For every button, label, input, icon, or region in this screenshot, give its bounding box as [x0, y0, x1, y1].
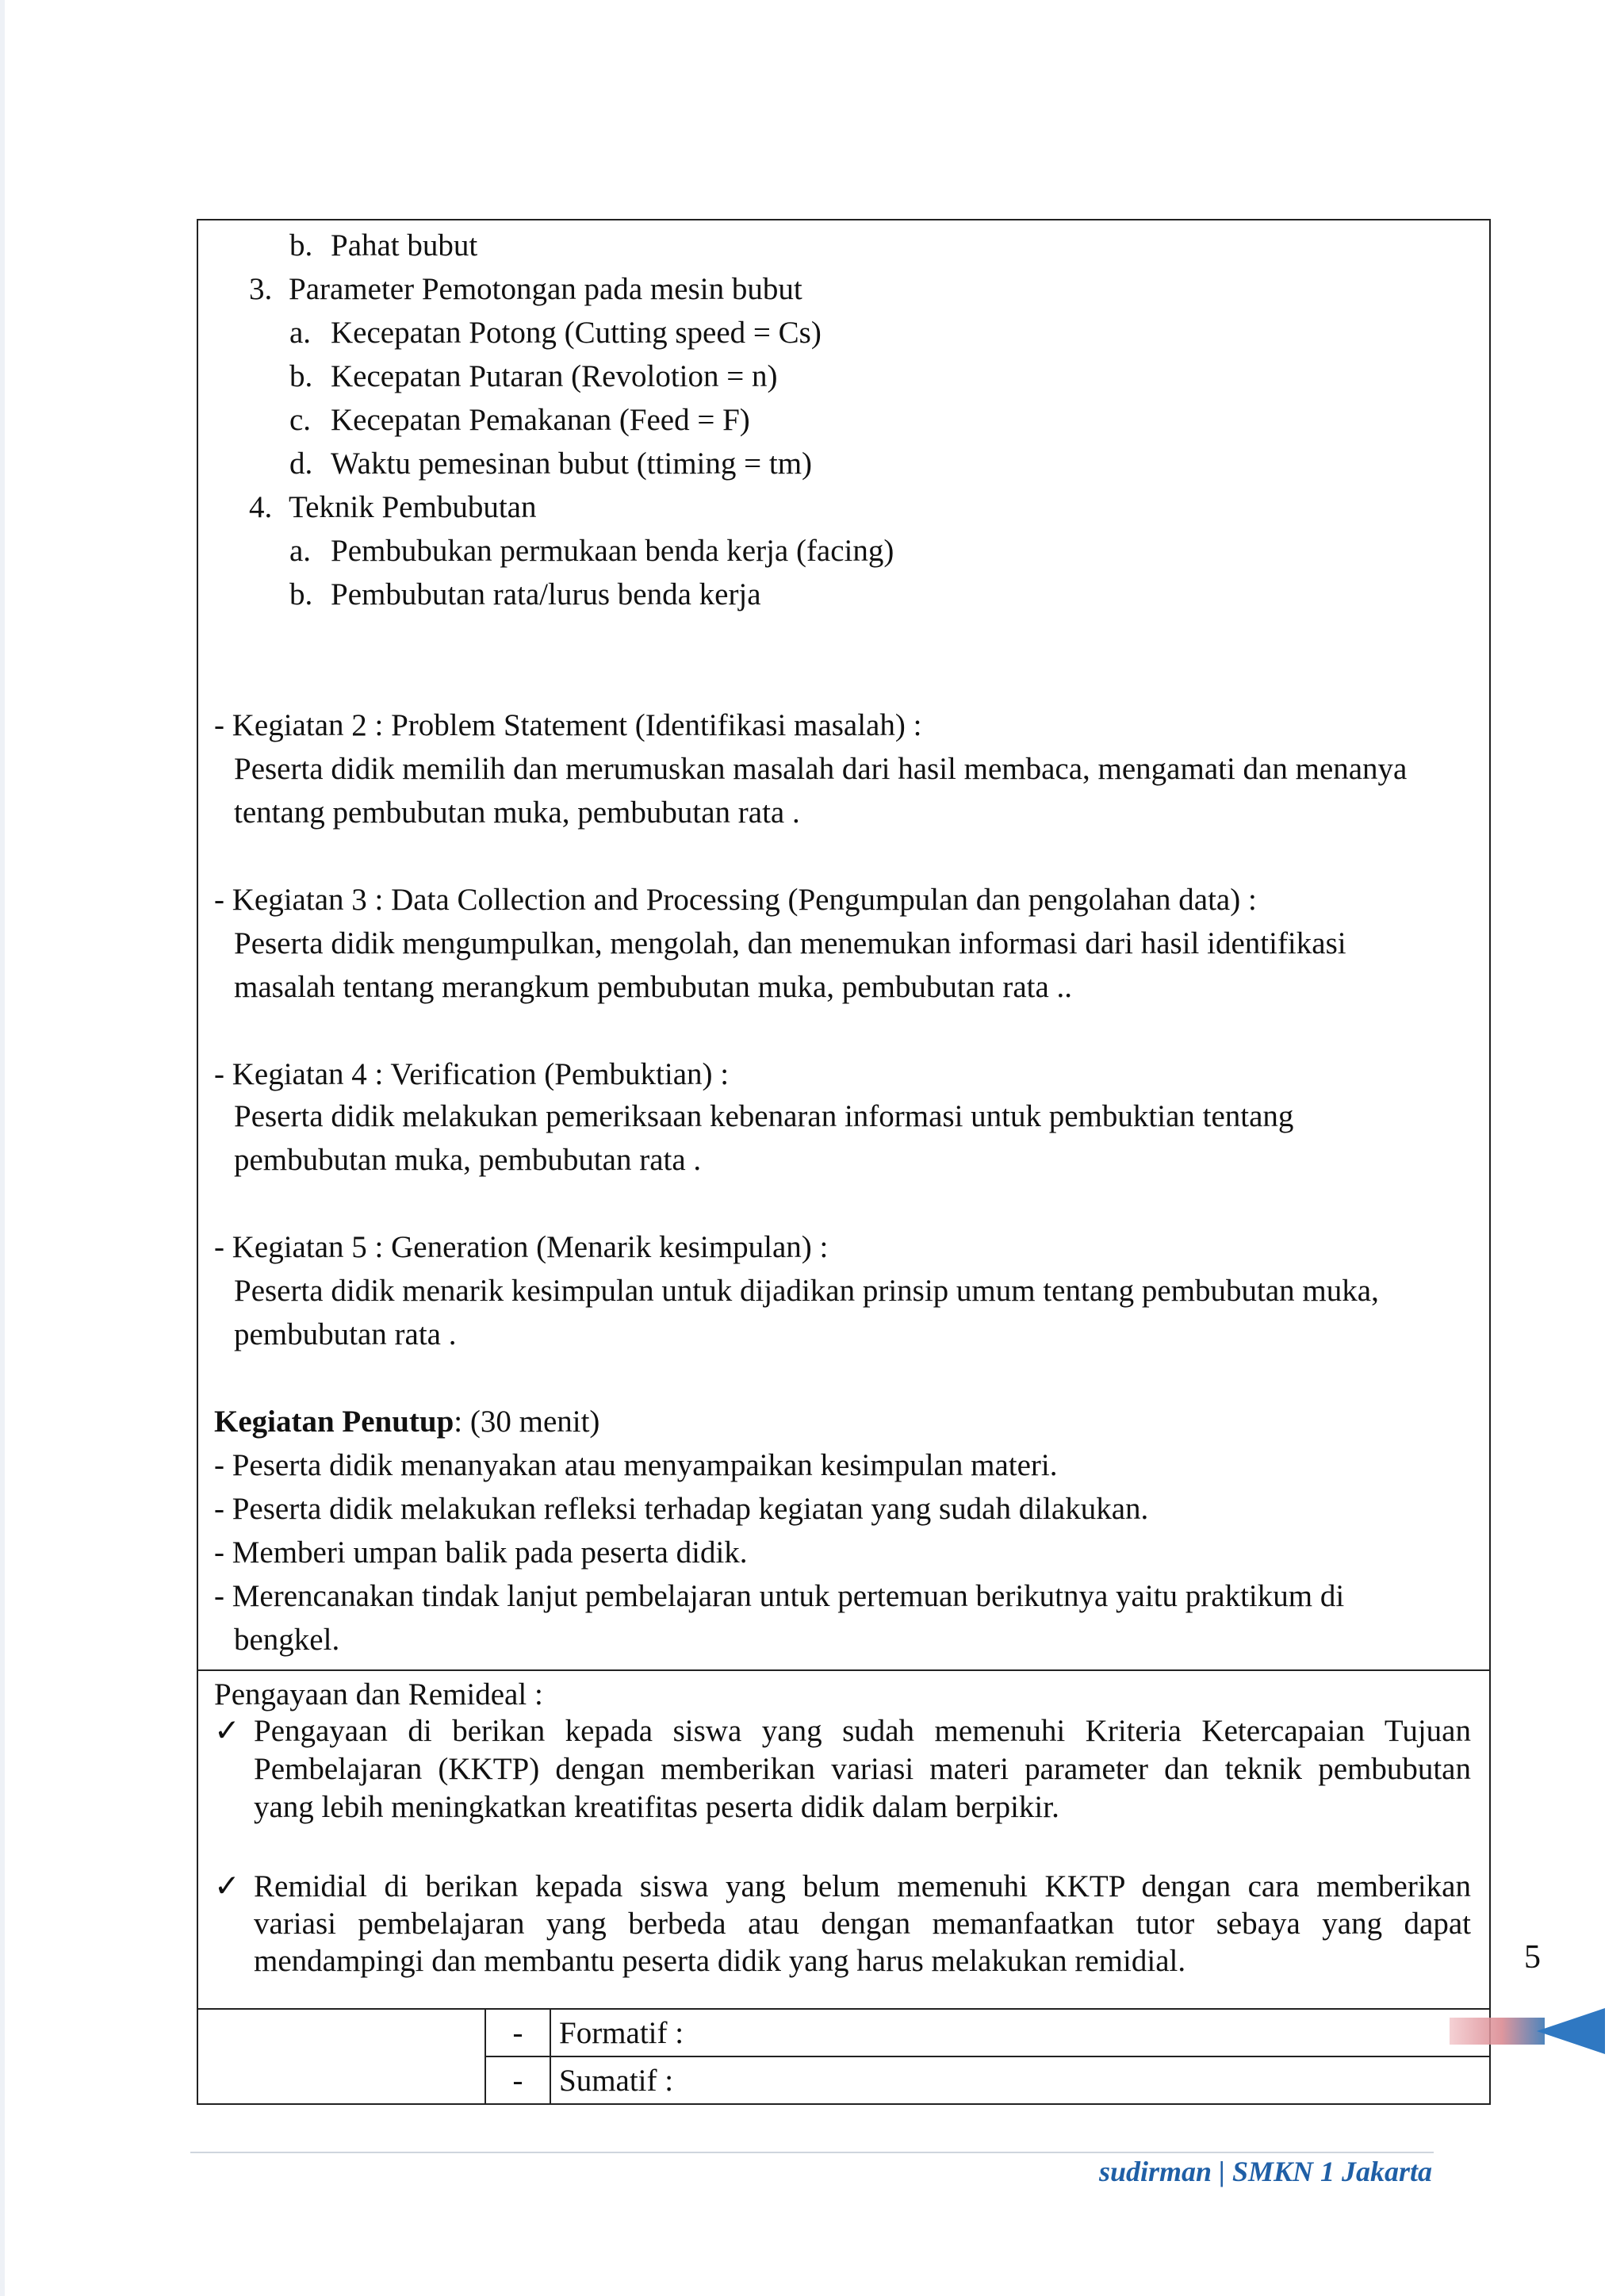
- activity-text: Peserta didik melakukan pemeriksaan kebenaran informasi untuk pembuktian tentang: [234, 1099, 1294, 1133]
- activity-text: Peserta didik memilih dan merumuskan masalah dari hasil membaca, mengamati dan menanya: [234, 752, 1408, 786]
- remedial-cell: [198, 1669, 1489, 2008]
- outline-sub-item: [214, 529, 1473, 573]
- remedial-line: variasi pembelajaran yang berbeda atau dengan memanfaatkan tutor sebaya yang dapat: [254, 1907, 1471, 1941]
- activity-text: Peserta didik menarik kesimpulan untuk dijadikan prinsip umum tentang pembubutan muka,: [234, 1274, 1379, 1308]
- spacer: [214, 1826, 1473, 1868]
- activities-cell-frame: [197, 219, 1491, 2008]
- activity-text: pembubutan rata .: [234, 1317, 457, 1351]
- checkmark-icon: ✓: [214, 1869, 240, 1903]
- activity-heading: - Kegiatan 2 : Problem Statement (Identifikasi masalah) :: [214, 708, 922, 742]
- list-marker: a.: [289, 316, 312, 350]
- outline-item: [214, 485, 1473, 529]
- closing-item: - Peserta didik menanyakan atau menyampaikan kesimpulan materi.: [214, 1448, 1058, 1482]
- outline-sub-text: Kecepatan Potong (Cutting speed = Cs): [331, 316, 822, 350]
- closing-item-continuation: bengkel.: [234, 1623, 340, 1657]
- activity-text: pembubutan muka, pembubutan rata .: [234, 1143, 702, 1177]
- table-row: [197, 2009, 1490, 2056]
- outline-item: [214, 267, 1473, 311]
- footer-text: sudirman | SMKN 1 Jakarta: [1098, 2156, 1432, 2187]
- remedial-line: yang lebih meningkatkan kreatifitas peserta didik dalam berpikir.: [254, 1790, 1059, 1824]
- list-marker: b.: [289, 228, 313, 263]
- outline-sub-item: [214, 398, 1473, 442]
- activity-text: tentang pembubutan muka, pembubutan rata .: [234, 795, 800, 830]
- outline-sub-item: [214, 573, 1473, 616]
- remedial-line: Pengayaan di berikan kepada siswa yang sudah memenuhi Kriteria Ketercapaian Tujuan: [254, 1714, 1471, 1748]
- outline-sub-text: Kecepatan Pemakanan (Feed = F): [331, 403, 750, 437]
- remedial-line: Pembelajaran (KKTP) dengan memberikan variasi materi parameter dan teknik pembubutan: [254, 1752, 1471, 1786]
- outline-sub-item: [214, 355, 1473, 398]
- activity-text: masalah tentang merangkum pembubutan muka, pembubutan rata ..: [234, 970, 1073, 1004]
- outline-sub-text: Waktu pemesinan bubut (ttiming = tm): [331, 447, 813, 481]
- page-left-edge: [0, 0, 5, 2296]
- spacer: [214, 1356, 1473, 1400]
- outline-sub-text: Pembubutan rata/lurus benda kerja: [331, 577, 761, 611]
- list-marker: b.: [289, 359, 313, 393]
- outline-item-text: Teknik Pembubutan: [289, 490, 537, 524]
- closing-title: Kegiatan Penutup: [214, 1405, 454, 1439]
- activity-heading: - Kegiatan 3 : Data Collection and Processing (Pengumpulan dan pengolahan data) :: [214, 883, 1257, 917]
- outline-sub-item: [214, 224, 1473, 267]
- spacer: [214, 1182, 1473, 1225]
- assessment-blank-cell: [197, 2009, 485, 2104]
- remedial-title: Pengayaan dan Remideal :: [214, 1677, 543, 1711]
- assessment-dash: -: [485, 2056, 550, 2104]
- assessment-table: [197, 2008, 1491, 2105]
- lesson-plan-table: [197, 219, 1491, 2105]
- outline-sub-text: Pahat bubut: [331, 228, 478, 263]
- outline-item-text: Parameter Pemotongan pada mesin bubut: [289, 272, 802, 306]
- page-number: 5: [1524, 1939, 1541, 1976]
- closing-item: - Peserta didik melakukan refleksi terhadap kegiatan yang sudah dilakukan.: [214, 1492, 1149, 1526]
- spacer: [214, 616, 1473, 660]
- footer-divider: [190, 2152, 1434, 2153]
- outline-sub-item: [214, 311, 1473, 355]
- list-marker: d.: [289, 447, 313, 481]
- closing-item: - Merencanakan tindak lanjut pembelajaran untuk pertemuan berikutnya yaitu praktikum di: [214, 1579, 1345, 1613]
- list-marker: c.: [289, 403, 312, 437]
- remedial-line: mendampingi dan membantu peserta didik yang harus melakukan remidial.: [254, 1944, 1186, 1978]
- assessment-label: Formatif :: [550, 2009, 1490, 2056]
- outline-sub-text: Pembubukan permukaan benda kerja (facing): [331, 534, 894, 568]
- activity-heading: - Kegiatan 5 : Generation (Menarik kesimpulan) :: [214, 1230, 829, 1264]
- activity-text: Peserta didik mengumpulkan, mengolah, dan menemukan informasi dari hasil identifikasi: [234, 926, 1346, 960]
- page-arrow-icon: [1450, 2003, 1608, 2059]
- remedial-item-text: [254, 1712, 1471, 1826]
- outline-sub-text: Kecepatan Putaran (Revolotion = n): [331, 359, 778, 393]
- spacer: [214, 660, 1473, 703]
- assessment-label: Sumatif :: [550, 2056, 1490, 2104]
- list-number: 4.: [249, 490, 273, 524]
- spacer: [214, 1009, 1473, 1055]
- assessment-dash: -: [485, 2009, 550, 2056]
- activity-heading: - Kegiatan 4 : Verification (Pembuktian) :: [214, 1057, 730, 1091]
- remedial-item: [214, 1712, 1473, 1826]
- closing-duration: : (30 menit): [454, 1405, 600, 1439]
- remedial-line: Remidial di berikan kepada siswa yang belum memenuhi KKTP dengan cara memberikan: [254, 1869, 1471, 1903]
- list-number: 3.: [249, 272, 273, 306]
- closing-item: - Memberi umpan balik pada peserta didik.: [214, 1535, 748, 1570]
- checkmark-icon: ✓: [214, 1714, 240, 1748]
- remedial-item-text: [254, 1868, 1471, 1980]
- closing-heading: [214, 1400, 1473, 1443]
- spacer: [214, 834, 1473, 878]
- activities-cell: [198, 220, 1489, 1669]
- list-marker: a.: [289, 534, 312, 568]
- list-marker: b.: [289, 577, 313, 611]
- outline-sub-item: [214, 442, 1473, 485]
- remedial-item: [214, 1868, 1473, 1980]
